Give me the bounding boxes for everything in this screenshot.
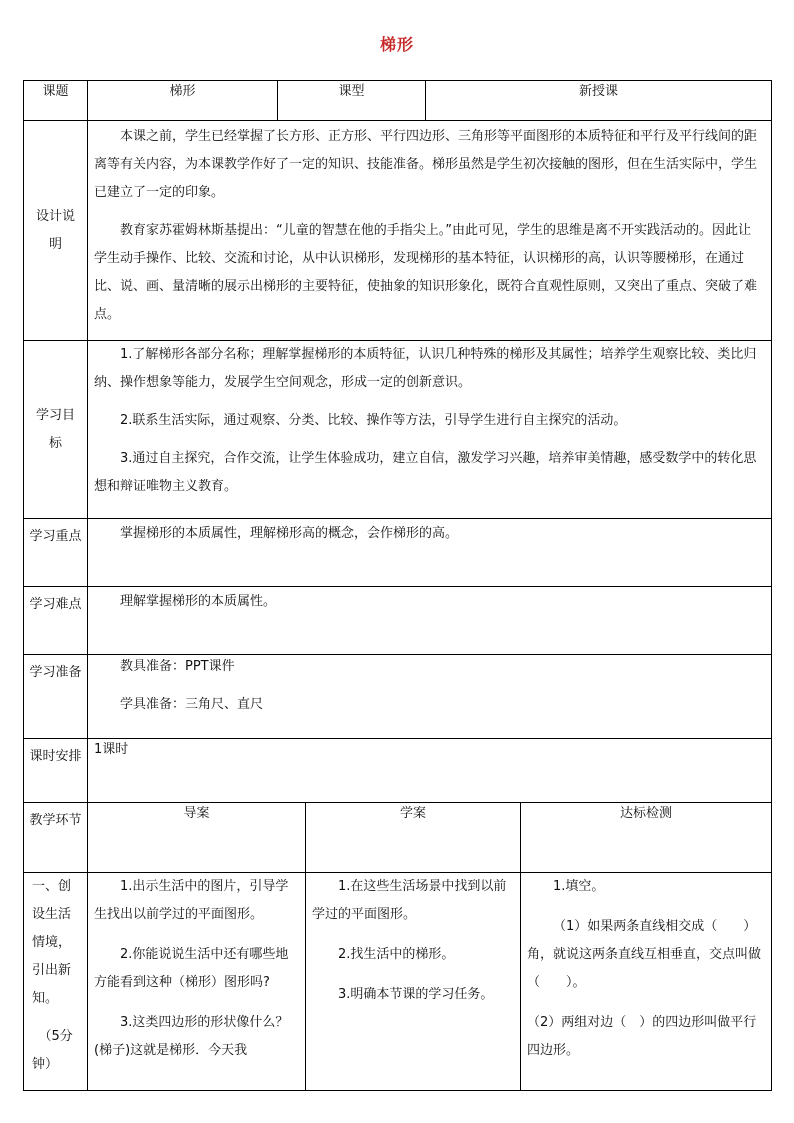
goal-item: 2.联系生活实际，通过观察、分类、比较、操作等方法，引导学生进行自主探究的活动。	[120, 413, 627, 428]
goal-item: 1.了解梯形各部分名称；理解掌握梯形的本质特征，认识几种特殊的梯形及其属性；培养学生观察比较、类比归纳、操作想象等能力，发展学生空间观念，形成一定的创新意识。	[94, 347, 757, 390]
prepare-label: 学习准备	[24, 655, 88, 739]
study-item: 3.明确本节课的学习任务。	[338, 987, 494, 1002]
key-points-row	[24, 519, 772, 587]
guide-header: 导案	[88, 803, 306, 873]
check-item: （1）如果两条直线相交成（ ）角，就说这两条直线互相垂直，交点叫做（ ）。	[527, 919, 762, 990]
study-header: 学案	[306, 803, 521, 873]
design-paragraph: 教育家苏霍姆林斯基提出：“儿童的智慧在他的手指尖上。”由此可见，学生的思维是离不开实践活动的。因此让学生动手操作、比较、交流和讨论，从中认识梯形，发现梯形的基本特征，认识梯形的高，认识等腰梯形，在通过比、说、画、量清晰的展示出梯形的主要特征，使抽象的知识形象化，既符合直观性原则，又突出了重点、突破了难点。	[94, 223, 758, 322]
check-cell	[521, 873, 772, 1091]
goals-content	[88, 341, 772, 519]
difficult-label: 学习难点	[24, 587, 88, 655]
process-label: 教学环节	[24, 803, 88, 873]
check-item: 1.填空。	[553, 879, 605, 894]
type-label: 课型	[278, 81, 426, 121]
key-points-label: 学习重点	[24, 519, 88, 587]
guide-cell	[88, 873, 306, 1091]
study-item: 1.在这些生活场景中找到以前学过的平面图形。	[312, 879, 507, 922]
stage-row	[24, 873, 772, 1091]
header-row	[24, 81, 772, 121]
goal-item: 3.通过自主探究，合作交流，让学生体验成功，建立自信，激发学习兴趣，培养审美情趣，感受数学中的转化思想和辩证唯物主义教育。	[94, 451, 757, 494]
guide-item: 2.你能说说生活中还有哪些地方能看到这种（梯形）图形吗?	[94, 947, 289, 990]
teacher-prep: 教具准备：PPT课件	[120, 659, 235, 674]
guide-item: 1.出示生活中的图片，引导学生找出以前学过的平面图形。	[94, 879, 289, 922]
goals-label: 学习目标	[24, 341, 88, 519]
design-content	[88, 121, 772, 341]
topic-label: 课题	[24, 81, 88, 121]
design-label: 设计说明	[24, 121, 88, 341]
schedule-row	[24, 739, 772, 803]
check-item: （2）两组对边（ ）的四边形叫做平行四边形。	[527, 1015, 757, 1058]
key-points-text: 掌握梯形的本质属性，理解梯形高的概念，会作梯形的高。	[88, 519, 772, 587]
student-prep: 学具准备：三角尺、直尺	[120, 697, 264, 712]
schedule-label: 课时安排	[24, 739, 88, 803]
goals-row	[24, 341, 772, 519]
check-header: 达标检测	[521, 803, 772, 873]
lesson-plan-table	[23, 80, 772, 1091]
prepare-row	[24, 655, 772, 739]
prepare-content	[88, 655, 772, 739]
schedule-text: 1课时	[88, 739, 772, 803]
study-item: 2.找生活中的梯形。	[338, 947, 455, 962]
type-value: 新授课	[426, 81, 772, 121]
stage-title: 一、创设生活情境，引出新知。	[32, 879, 72, 1006]
design-paragraph: 本课之前，学生已经掌握了长方形、正方形、平行四边形、三角形等平面图形的本质特征和平行及平行线间的距离等有关内容，为本课教学作好了一定的知识、技能准备。梯形虽然是学生初次接触的图形，但在生活实际中，学生已建立了一定的印象。	[94, 129, 758, 200]
design-row	[24, 121, 772, 341]
study-cell	[306, 873, 521, 1091]
process-header-row	[24, 803, 772, 873]
topic-value: 梯形	[88, 81, 278, 121]
difficult-row	[24, 587, 772, 655]
stage-time: （5分钟）	[32, 1029, 73, 1072]
guide-item: 3.这类四边形的形状像什么？(梯子)这就是梯形．今天我	[94, 1015, 289, 1058]
page-title: 梯形	[379, 35, 414, 54]
stage-label	[24, 873, 88, 1091]
difficult-text: 理解掌握梯形的本质属性。	[88, 587, 772, 655]
